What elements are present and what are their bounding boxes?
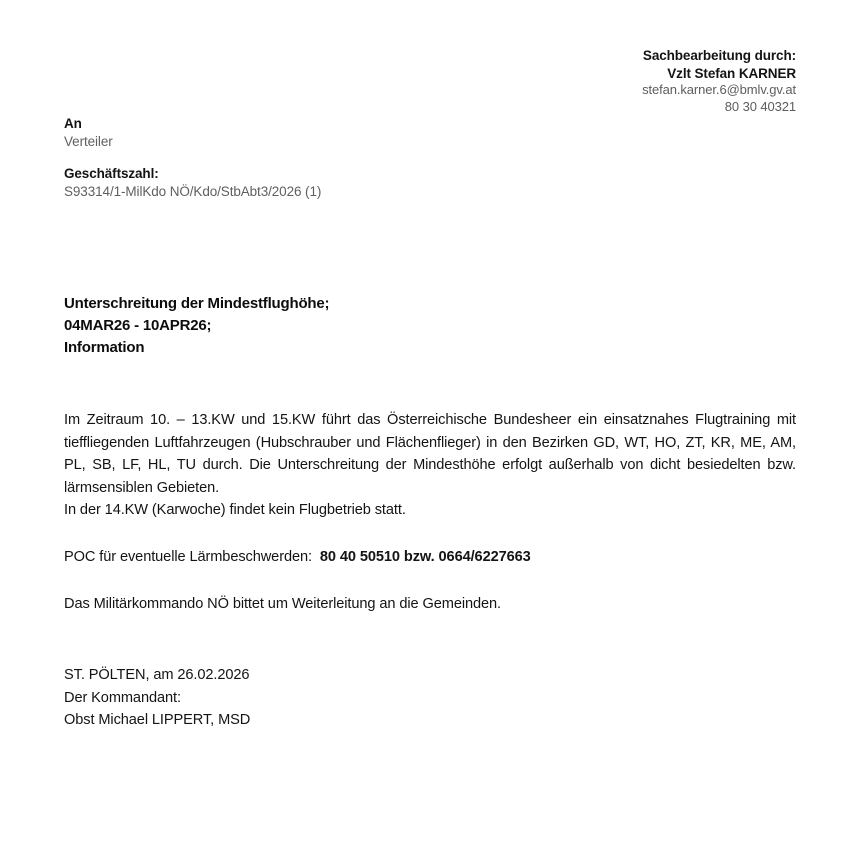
signature-role: Der Kommandant: xyxy=(64,689,181,706)
addressee-block xyxy=(64,115,113,151)
spacer xyxy=(64,569,796,593)
poc-numbers: 80 40 50510 bzw. 0664/6227663 xyxy=(319,548,531,565)
poc-line xyxy=(64,546,796,569)
processed-by-label: Sachbearbeitung durch: xyxy=(642,48,796,63)
signature-block xyxy=(64,664,250,732)
spacer xyxy=(64,522,796,546)
body-paragraph-3: Das Militärkommando NÖ bittet um Weiterleitung an die Gemeinden. xyxy=(64,595,502,612)
addressee-label: An xyxy=(64,116,82,131)
subject-block xyxy=(64,293,329,358)
poc-label: POC für eventuelle Lärmbeschwerden: xyxy=(64,548,312,565)
addressee-value: Verteiler xyxy=(64,134,113,150)
subject-line-2: 04MAR26 - 10APR26; xyxy=(64,316,212,334)
processed-by-block xyxy=(376,47,796,116)
reference-label: Geschäftszahl: xyxy=(64,166,159,181)
signature-name: Obst Michael LIPPERT, MSD xyxy=(64,712,251,729)
contact-email: stefan.karner.6@bmlv.gv.at xyxy=(642,82,796,98)
contact-phone: 80 30 40321 xyxy=(724,98,796,114)
reference-value: S93314/1-MilKdo NÖ/Kdo/StbAbt3/2026 (1) xyxy=(64,184,322,200)
body-block xyxy=(64,409,796,615)
body-paragraph-2: In der 14.KW (Karwoche) findet kein Flugbetrieb statt. xyxy=(64,502,406,519)
signature-place-date: ST. PÖLTEN, am 26.02.2026 xyxy=(64,667,250,683)
processed-by-name: Vzlt Stefan KARNER xyxy=(667,65,796,81)
subject-line-3: Information xyxy=(64,338,145,356)
body-paragraph-1: Im Zeitraum 10. – 13.KW und 15.KW führt das Österreichische Bundesheer ein einsatznahes Flugtraining mit tieffliegenden Luftfahrzeugen (Hubschrauber und Flächenflieger) in den Bezirken GD, WT, HO, ZT, KR, ME, AM, PL, SB, LF, HL, TU durch. Die Unterschreitung der Mindesthöhe erfolgt außerhalb von dicht besiedelten bzw. lärmsensiblen Gebieten. xyxy=(64,412,796,496)
subject-line-1: Unterschreitung der Mindestflughöhe; xyxy=(64,295,330,312)
reference-block xyxy=(64,165,321,201)
